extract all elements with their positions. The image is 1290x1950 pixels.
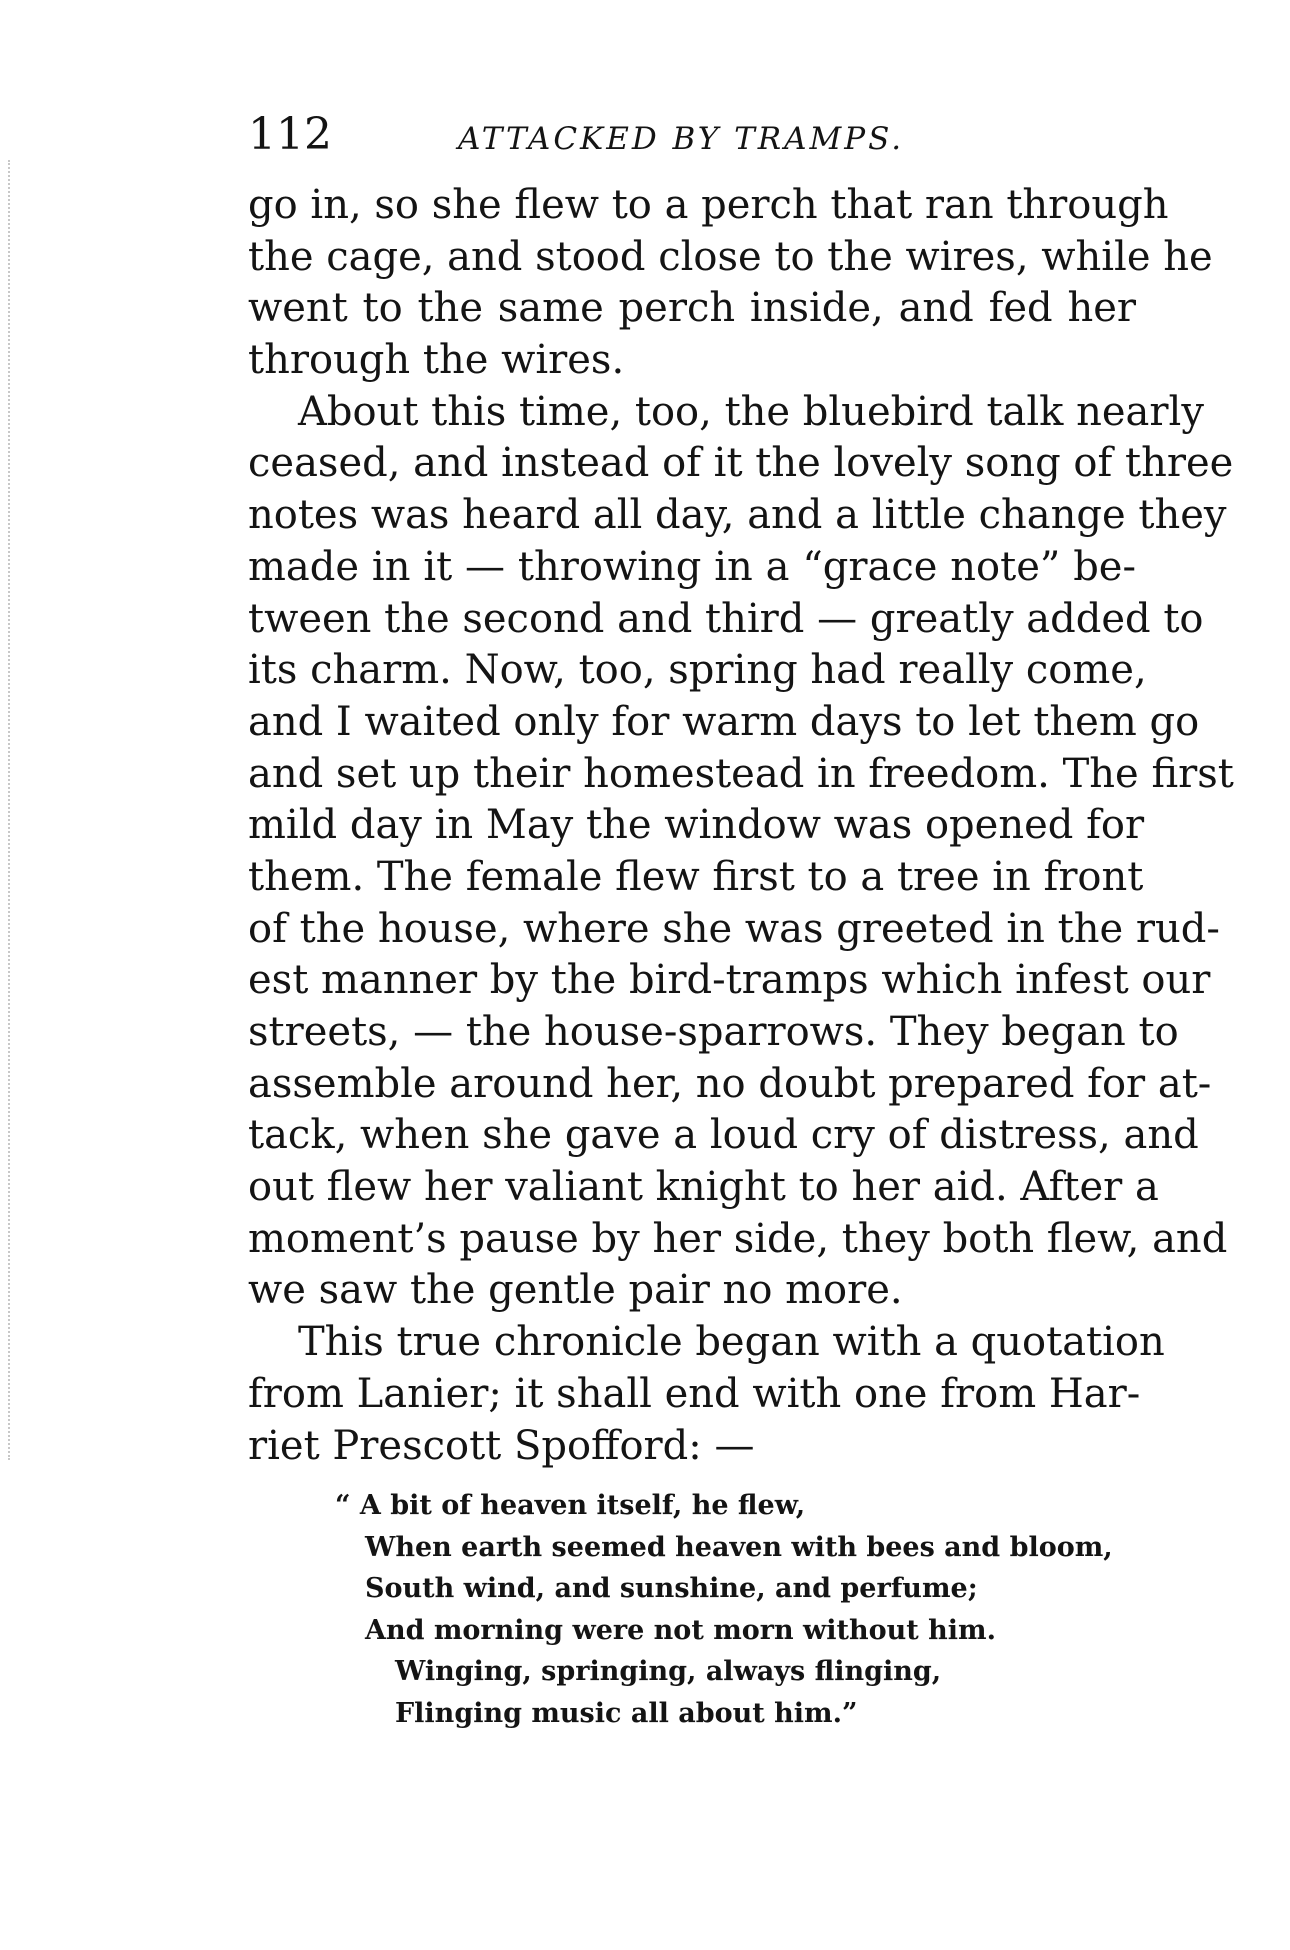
text-line: its charm. Now, too, spring had really come,	[248, 647, 1147, 694]
text-line: we saw the gentle pair no more.	[248, 1267, 903, 1314]
page-number: 112	[248, 109, 332, 160]
text-line: notes was heard all day, and a little change they	[248, 492, 1227, 539]
text-line: go in, so she flew to a perch that ran through	[248, 182, 1169, 228]
text-line: made in it — throwing in a “grace note” be-	[248, 543, 1136, 590]
text-line: tack, when she gave a loud cry of distress, and	[248, 1112, 1199, 1159]
text-line: and I waited only for warm days to let them go	[248, 698, 1200, 745]
text-line: them. The female flew first to a tree in front	[248, 853, 1144, 900]
poem-line: Winging, springing, always flinging,	[395, 1656, 942, 1687]
page-header	[248, 105, 1148, 165]
text-line: mild day in May the window was opened for	[248, 802, 1145, 849]
text-line: est manner by the bird-tramps which infest our	[248, 957, 1211, 1004]
poem-line: And morning were not morn without him.	[365, 1614, 996, 1646]
paragraph	[248, 1317, 1165, 1472]
text-line: ceased, and instead of it the lovely song of three	[248, 440, 1234, 487]
text-line: About this time, too, the bluebird talk nearly	[298, 388, 1204, 435]
poem-quotation	[335, 1485, 1115, 1734]
text-line: This true chronicle began with a quotation	[298, 1319, 1165, 1366]
body-text	[248, 180, 1234, 1472]
paragraph	[248, 180, 1213, 387]
running-head: ATTACKED BY TRAMPS.	[458, 121, 905, 157]
poem-line: Flinging music all about him.”	[395, 1697, 858, 1729]
page-edge-divider	[0, 160, 10, 1460]
text-line: from Lanier; it shall end with one from Har-	[248, 1370, 1141, 1417]
text-line: and set up their homestead in freedom. The first	[248, 750, 1234, 797]
text-line: assemble around her, no doubt prepared for at-	[248, 1060, 1212, 1107]
text-line: moment’s pause by her side, they both flew, and	[248, 1215, 1228, 1262]
poem-line: South wind, and sunshine, and perfume;	[365, 1573, 978, 1604]
poem-line: When earth seemed heaven with bees and bloom,	[365, 1531, 1113, 1563]
text-line: tween the second and third — greatly added to	[248, 595, 1204, 642]
text-line: went to the same perch inside, and fed her	[248, 285, 1136, 332]
text-line: streets, — the house-sparrows. They began to	[248, 1009, 1179, 1055]
text-line: through the wires.	[248, 337, 625, 384]
text-line: of the house, where she was greeted in the rud-	[248, 905, 1220, 952]
paragraph	[248, 387, 1234, 1317]
poem-line: “ A bit of heaven itself, he flew,	[335, 1490, 806, 1521]
text-line: out flew her valiant knight to her aid. After a	[248, 1164, 1159, 1211]
text-line: the cage, and stood close to the wires, while he	[248, 233, 1213, 280]
text-line: riet Prescott Spofford: —	[248, 1422, 755, 1469]
